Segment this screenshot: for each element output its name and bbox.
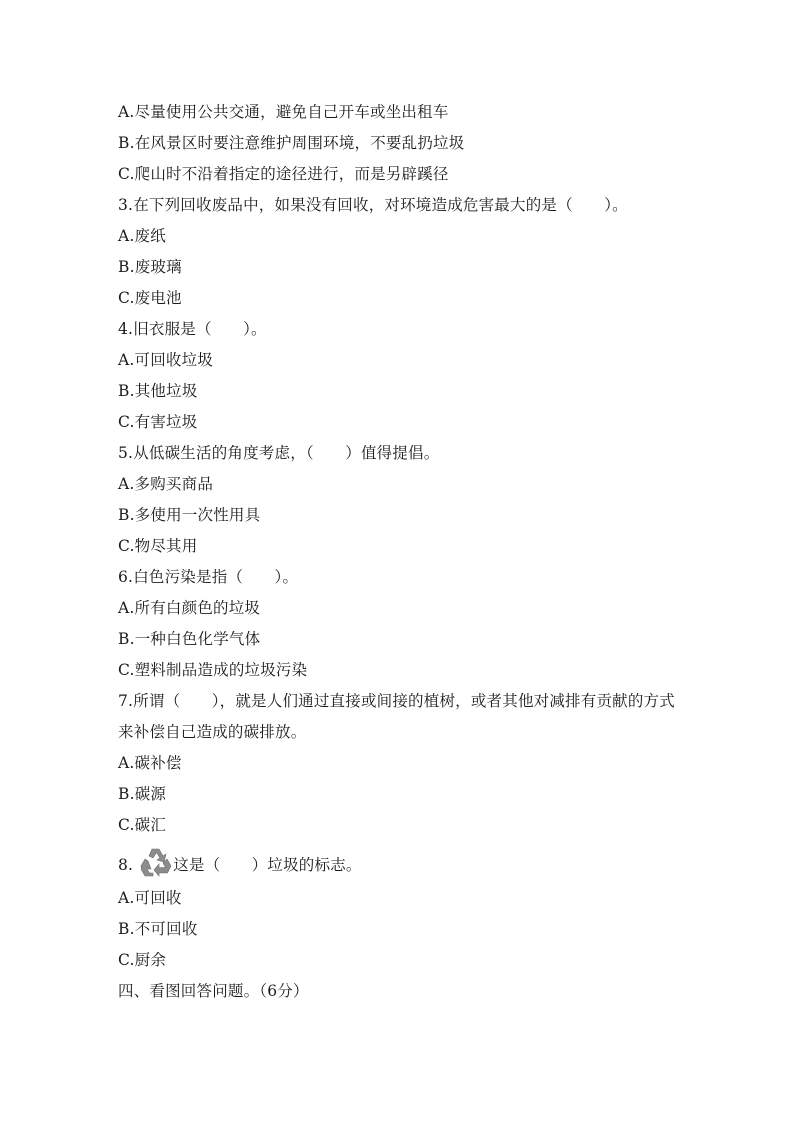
option-8c: C.厨余 <box>118 951 167 969</box>
option-6c: C.塑料制品造成的垃圾污染 <box>118 661 308 679</box>
line-1: A.尽量使用公共交通，避免自己开车或坐出租车 <box>118 103 449 121</box>
option-6a: A.所有白颜色的垃圾 <box>118 599 261 617</box>
question-8-text: 这是（ ）垃圾的标志。 <box>173 856 362 874</box>
question-8 <box>118 841 698 883</box>
question-5: 5.从低碳生活的角度考虑，（ ）值得提倡。 <box>118 444 440 462</box>
line-3: C.爬山时不沿着指定的途径进行，而是另辟蹊径 <box>118 165 449 183</box>
section-4-heading: 四、看图回答问题。（6分） <box>118 982 309 1000</box>
question-6: 6.白色污染是指（ ）。 <box>118 568 299 586</box>
question-7-line-2: 来补偿自己造成的碳排放。 <box>118 723 307 741</box>
option-8a: A.可回收 <box>118 889 182 907</box>
option-7b: B.碳源 <box>118 785 167 803</box>
option-4b: B.其他垃圾 <box>118 382 198 400</box>
option-4a: A.可回收垃圾 <box>118 351 214 369</box>
option-6b: B.一种白色化学气体 <box>118 630 261 648</box>
option-5c: C.物尽其用 <box>118 537 198 555</box>
option-4c: C.有害垃圾 <box>118 413 198 431</box>
question-3: 3.在下列回收废品中，如果没有回收，对环境造成危害最大的是（ ）。 <box>118 196 628 214</box>
option-3c: C.废电池 <box>118 289 182 307</box>
option-7c: C.碳汇 <box>118 816 167 834</box>
option-3b: B.废玻璃 <box>118 258 182 276</box>
option-5a: A.多购买商品 <box>118 475 214 493</box>
recycle-icon <box>139 845 173 879</box>
question-7-line-1: 7.所谓（ ），就是人们通过直接或间接的植树，或者其他对减排有贡献的方式 <box>118 692 675 710</box>
question-4: 4.旧衣服是（ ）。 <box>118 320 267 338</box>
option-3a: A.废纸 <box>118 227 166 245</box>
option-8b: B.不可回收 <box>118 920 198 938</box>
question-8-number: 8. <box>118 856 134 874</box>
line-2: B.在风景区时要注意维护周围环境，不要乱扔垃圾 <box>118 134 465 152</box>
option-5b: B.多使用一次性用具 <box>118 506 261 524</box>
option-7a: A.碳补偿 <box>118 754 182 772</box>
document-page <box>118 97 698 1007</box>
